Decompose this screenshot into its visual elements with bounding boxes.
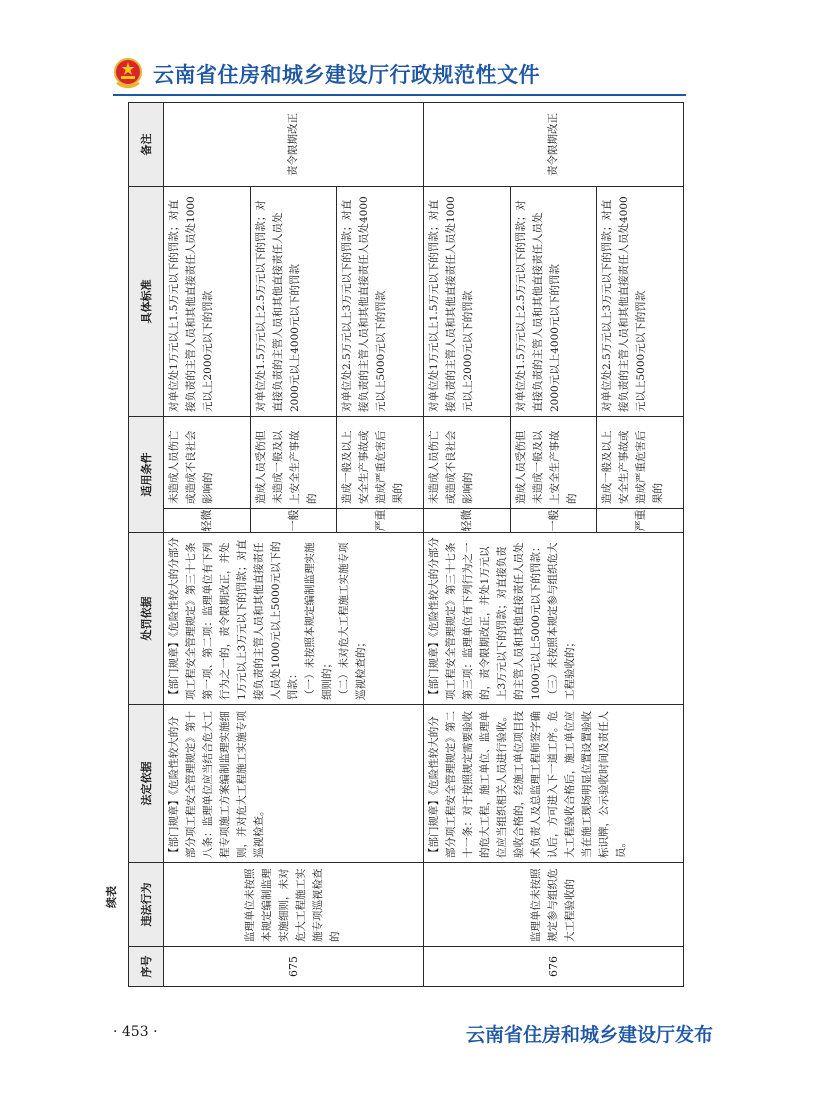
penalty-basis-line: （一）未按照本规定编制监理实施细则的； — [304, 542, 333, 700]
grade-level: 一般 — [250, 509, 337, 533]
grade-standard: 对单位处1.5万元以上2.5万元以下的罚款；对直接负责的主管人员和其他直接责任人员处2000元以上4000元以下的罚款 — [510, 187, 597, 417]
grade-condition: 未造成人员伤亡或造成不良社会影响的 — [423, 417, 510, 509]
national-emblem-icon — [113, 57, 143, 91]
grade-level: 一般 — [510, 509, 597, 533]
column-header-condition: 适用条件 — [129, 417, 164, 533]
header-divider — [113, 94, 686, 96]
column-header-behavior: 违法行为 — [129, 863, 164, 947]
table-header-row — [129, 103, 164, 987]
grade-level: 轻微 — [164, 509, 251, 533]
grade-condition: 造成人员受伤但未造成一般及以上安全生产事故的 — [250, 417, 337, 509]
row-behavior: 监理单位未按照规定参与组织危大工程验收的 — [423, 863, 683, 947]
row-seq: 676 — [423, 947, 683, 987]
row-note: 责令限期改正 — [164, 103, 424, 187]
penalty-basis-line: （二）未对危大工程施工实施专项巡视检查的； — [338, 542, 367, 700]
penalty-standard-table — [128, 102, 684, 987]
grade-standard: 对单位处1万元以上1.5万元以下的罚款；对直接负责的主管人员和其他直接责任人员处1000元以上2000元以下的罚款 — [423, 187, 510, 417]
penalty-basis-line: 【部门规章】《危险性较大的分部分项工程安全管理规定》第三十七条第一项、第二项：监理单位有下列行为之一的，责令限期改正，并处1万元以上3万元以下的罚款；对直接负责的主管人员和其他直接责任人员处1000元以上5000元以下的罚款： — [168, 537, 299, 700]
grade-standard: 对单位处1.5万元以上2.5万元以下的罚款；对直接负责的主管人员和其他直接责任人员处2000元以上4000元以下的罚款 — [250, 187, 337, 417]
footer-publisher: 云南省住房和城乡建设厅发布 — [466, 1024, 714, 1046]
row-legal-basis: 【部门规章】《危险性较大的分部分项工程安全管理规定》第二十一条：对于按照规定需要验收的危大工程，施工单位、监理单位应当组织相关人员进行验收。验收合格的，经施工单位项目技术负责人及总监理工程师签字确认后，方可进入下一道工序。危大工程验收合格后，施工单位应当在施工现场明显位置设置验收标识牌，公示验收时间及责任人员。 — [423, 705, 683, 863]
column-header-penalty-basis: 处罚依据 — [129, 533, 164, 705]
penalty-table-container — [128, 103, 684, 987]
grade-level: 严重 — [337, 509, 424, 533]
column-header-note: 备注 — [129, 103, 164, 187]
grade-condition: 造成一般及以上安全生产事故或造成严重危害后果的 — [597, 417, 684, 509]
grade-condition: 造成一般及以上安全生产事故或造成严重危害后果的 — [337, 417, 424, 509]
penalty-basis-line: 【部门规章】《危险性较大的分部分项工程安全管理规定》第三十七条第三项：监理单位有下列行为之一的，责令限期改正，并处1万元以上3万元以下的罚款；对直接负责的主管人员和其他直接责任人员处1000元以上5000元以下的罚款： — [427, 537, 542, 700]
penalty-basis-line: （三）未按照本规定参与组织危大工程验收的； — [546, 542, 576, 700]
document-header — [113, 54, 540, 94]
grade-standard: 对单位处2.5万元以上3万元以下的罚款；对直接负责的主管人员和其他直接责任人员处4000元以上5000元以下的罚款 — [597, 187, 684, 417]
row-seq: 675 — [164, 947, 424, 987]
column-header-standard: 具体标准 — [129, 187, 164, 417]
row-penalty-basis — [423, 533, 683, 705]
grade-standard: 对单位处2.5万元以上3万元以下的罚款；对直接负责的主管人员和其他直接责任人员处4000元以上5000元以下的罚款 — [337, 187, 424, 417]
grade-condition: 未造成人员伤亡或造成不良社会影响的 — [164, 417, 251, 509]
table-row — [164, 103, 251, 987]
row-legal-basis: 【部门规章】《危险性较大的分部分项工程安全管理规定》第十八条：监理单位应当结合危大工程专项施工方案编制监理实施细则，并对危大工程施工实施专项巡视检查。 — [164, 705, 424, 863]
page-number: · 453 · — [113, 1024, 158, 1040]
row-behavior: 监理单位未按照本规定编制监理实施细则，未对危大工程施工实施专项巡视检查的 — [164, 863, 424, 947]
continued-label: 续表 — [105, 886, 118, 908]
grade-level: 严重 — [597, 509, 684, 533]
grade-condition: 造成人员受伤但未造成一般及以上安全生产事故的 — [510, 417, 597, 509]
row-note: 责令限期改正 — [423, 103, 683, 187]
grade-standard: 对单位处1万元以上1.5万元以下的罚款；对直接负责的主管人员和其他直接责任人员处1000元以上2000元以下的罚款 — [164, 187, 251, 417]
table-row — [423, 103, 510, 987]
header-title: 云南省住房和城乡建设厅行政规范性文件 — [153, 63, 540, 87]
column-header-legal-basis: 法定依据 — [129, 705, 164, 863]
row-penalty-basis — [164, 533, 424, 705]
grade-level: 轻微 — [423, 509, 510, 533]
column-header-seq: 序号 — [129, 947, 164, 987]
